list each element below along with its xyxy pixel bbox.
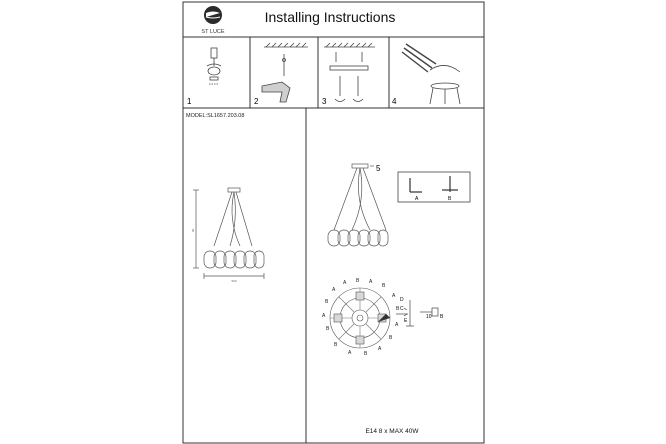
detail-label-d: D	[400, 297, 404, 303]
brand-name: ST LUCE	[201, 29, 225, 35]
ring-top-view-drawing	[330, 288, 390, 348]
canopy-screw-icon	[207, 48, 221, 84]
ring-label-14: B	[325, 299, 329, 305]
connector-detail-icon	[396, 300, 438, 326]
ring-label-12: B	[326, 326, 330, 332]
ring-label-10: A	[348, 350, 352, 356]
ring-label-3: B	[382, 283, 386, 289]
model-label: MODEL:SL1657.203.08	[186, 113, 245, 119]
bulb-label-b: B	[448, 196, 452, 202]
ring-label-4: A	[392, 293, 396, 299]
page-title: Installing Instructions	[264, 9, 396, 25]
wire-connection-icon	[402, 44, 460, 104]
bulb-detail-box	[398, 172, 470, 202]
bulb-label-a: A	[415, 196, 419, 202]
ring-label-1: B	[356, 278, 360, 284]
st-luce-logo-icon	[204, 6, 222, 24]
detail-label-e: E	[404, 318, 408, 324]
pendant-assembly-drawing	[328, 164, 388, 246]
detail-label-b2: B	[440, 314, 444, 320]
pendant-dimension-drawing	[193, 188, 264, 279]
outer-frame	[183, 2, 484, 443]
ring-label-13: A	[322, 313, 326, 319]
bulb-holder-icon	[410, 176, 458, 192]
mounting-bar-icon	[324, 43, 375, 102]
detail-label-c: C	[400, 306, 404, 312]
dimension-width: 500	[231, 279, 237, 283]
ring-label-6: A	[395, 322, 399, 328]
step-number-4: 4	[392, 97, 397, 106]
step-number-3: 3	[322, 97, 327, 106]
ring-label-15: A	[332, 287, 336, 293]
ring-label-0: A	[343, 280, 347, 286]
dimension-height: 90	[191, 228, 195, 232]
drill-ceiling-icon	[262, 43, 308, 102]
step-number-2: 2	[254, 97, 259, 106]
hang-label: 5	[376, 164, 381, 173]
ring-label-2: A	[369, 279, 373, 285]
step-number-1: 1	[187, 97, 192, 106]
ring-label-9: B	[364, 351, 368, 357]
bulb-spec: E14 8 x MAX 40W	[365, 428, 419, 435]
ring-label-11: B	[334, 342, 338, 348]
detail-label-ten: 10	[426, 314, 432, 320]
ring-label-7: B	[389, 335, 393, 341]
ring-label-5: B	[396, 306, 400, 312]
ring-label-8: A	[378, 346, 382, 352]
